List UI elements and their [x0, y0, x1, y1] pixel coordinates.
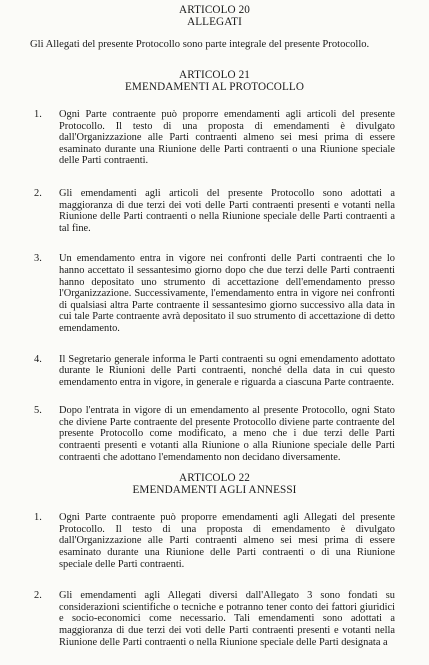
- paragraph-text: Un emendamento entra in vigore nei confronti delle Parti contraenti che lo hanno accettato il sessantesimo giorno dopo che due terzi delle Parti contraenti hanno depositato uno strumento di accettazione dell'emendamento presso l'Organizzazione. Successivamente, l'emendamento entra in vigore nei confronti di qualsiasi altra Parte contraente il sessantesimo giorno successivo alla data in cui tale Parte contraente avrà depositato il suo strumento di accettazione di detto emendamento.: [59, 253, 395, 334]
- article-21-title: ARTICOLO 21: [179, 69, 250, 81]
- paragraph-number: 2.: [34, 187, 42, 199]
- article-22-paragraph-2: [0, 590, 429, 648]
- paragraph-text: Dopo l'entrata in vigore di un emendamento al presente Protocollo, ogni Stato che diviene Parte contraente del presente Protocollo diviene parte contraente del presente Protocollo come modificato, a meno che i due terzi delle Parti contraenti presenti e votanti alla Riunione o alla Riunione speciale delle Parti contraenti che adottano l'emendamento non decidano diversamente.: [59, 405, 395, 463]
- paragraph-text: Il Segretario generale informa le Parti contraenti su ogni emendamento adottato durante le Riunioni delle Parti contraenti, nonché della data in cui questo emendamento entra in vigore, in generale e riguarda a ciascuna Parte contraente.: [59, 353, 395, 388]
- paragraph-number: 3.: [34, 253, 42, 265]
- paragraph-text: Ogni Parte contraente può proporre emendamenti agli Allegati del presente Protocollo. Il testo di una proposta di emendamento è divulgato dall'Organizzazione alle Parti contraenti almeno sei mesi prima di essere esaminato durante una Riunione delle Parti contraenti o di una Riunione speciale delle Parti contraenti.: [59, 512, 395, 570]
- article-22-paragraph-1: [0, 512, 429, 570]
- article-20-subtitle: ALLEGATI: [187, 16, 242, 28]
- paragraph-text: Gli emendamenti agli Allegati diversi dall'Allegato 3 sono fondati su considerazioni scientifiche o tecniche e potranno tener conto dei fattori giuridici e socio-economici come necessario. Tali emendamenti sono adottati a maggioranza di due terzi dei voti delle Parti contraenti presenti e votanti nella Riunione delle Parti contraenti o nella Riunione speciale delle Parti designata a: [59, 590, 395, 648]
- paragraph-number: 5.: [34, 405, 42, 417]
- paragraph-number: 4.: [34, 353, 42, 365]
- article-21-paragraph-4: [0, 354, 429, 389]
- article-22-title: ARTICOLO 22: [179, 472, 250, 485]
- article-22-subtitle: EMENDAMENTI AGLI ANNESSI: [132, 484, 297, 497]
- paragraph-number: 1.: [34, 109, 42, 120]
- paragraph-number: 2.: [34, 590, 42, 602]
- article-21-paragraph-2: [0, 188, 429, 234]
- article-20-title: ARTICOLO 20: [179, 4, 250, 16]
- paragraph-text: Ogni Parte contraente può proporre emendamenti agli articoli del presente Protocollo. Il testo di una proposta di emendamenti è divulgato dall'Organizzazione alle Parti contraenti almeno sei mesi prima di essere esaminato durante una Riunione delle Parti contraenti o una Riunione speciale delle Parti contraenti.: [59, 109, 395, 167]
- article-21-paragraph-1: [0, 109, 429, 167]
- paragraph-number: 1.: [34, 512, 42, 524]
- article-21-paragraph-3: [0, 253, 429, 334]
- article-20-text: Gli Allegati del presente Protocollo sono parte integrale del presente Protocollo.: [30, 39, 370, 50]
- article-21-paragraph-5: [0, 405, 429, 463]
- article-21-subtitle: EMENDAMENTI AL PROTOCOLLO: [124, 81, 304, 93]
- paragraph-text: Gli emendamenti agli articoli del presente Protocollo sono adottati a maggioranza di due terzi dei voti delle Parti contraenti presenti e votanti nella Riunione delle Parti contraenti o nella Riunione speciale delle Parti contraenti a tal fine.: [59, 187, 395, 234]
